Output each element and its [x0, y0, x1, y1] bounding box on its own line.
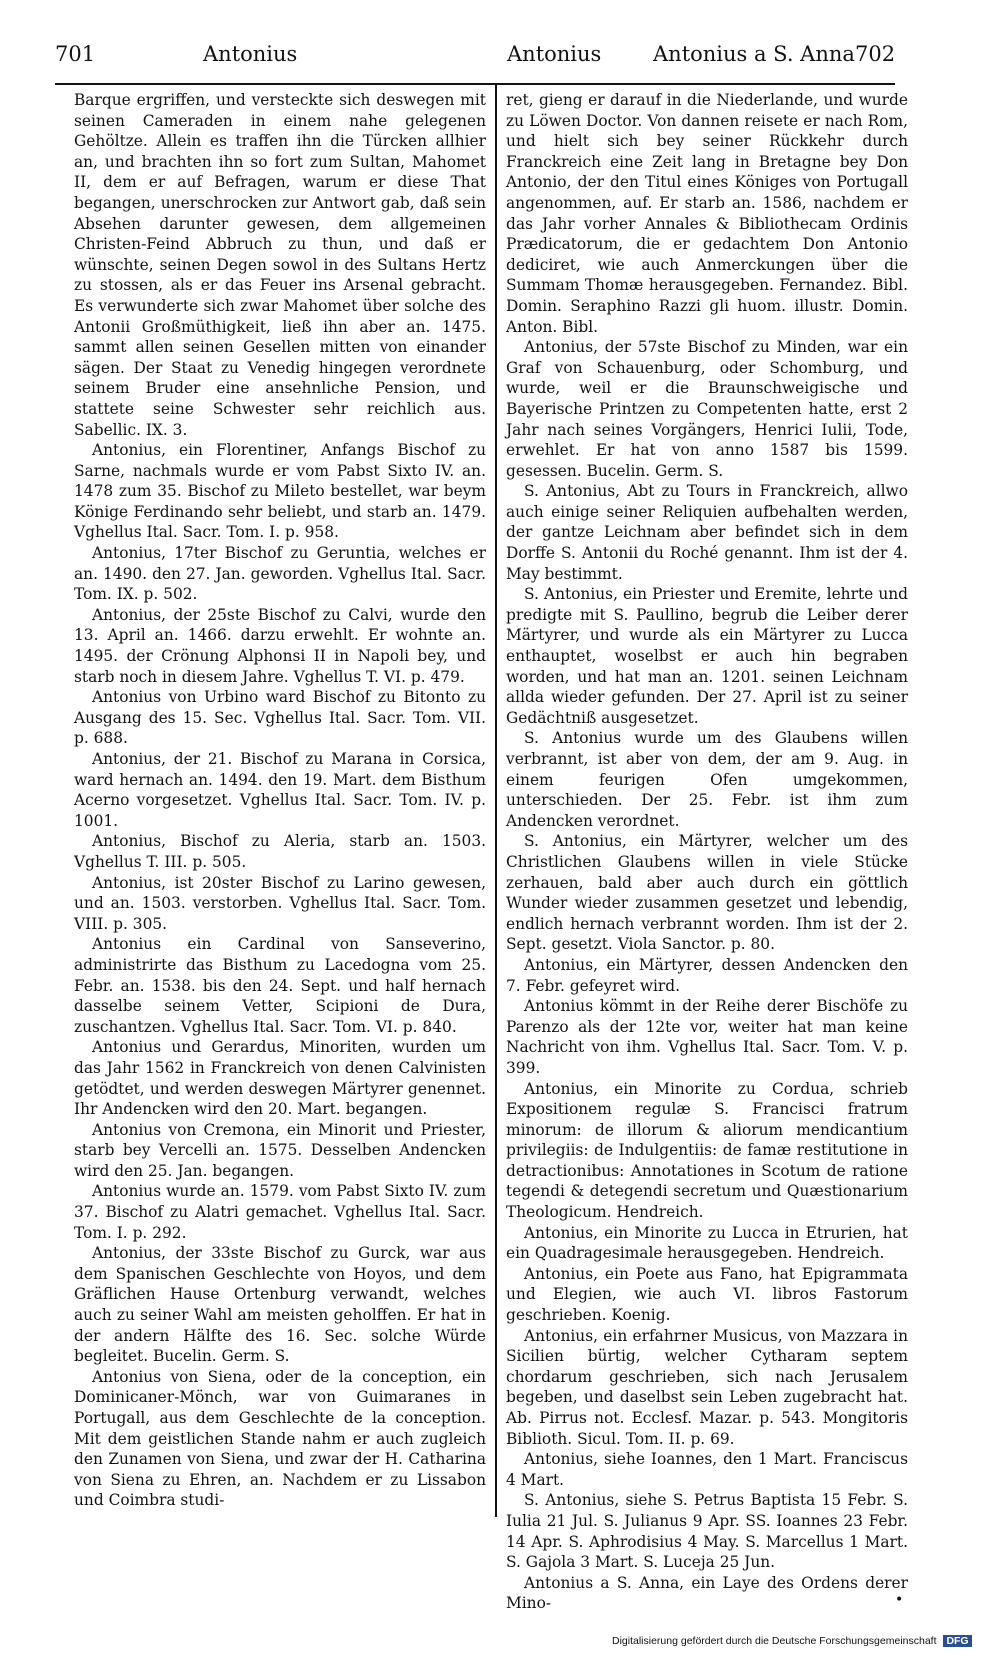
entry-paragraph: S. Antonius wurde um des Glaubens willen verbrannt, ist aber von dem, der am 9. Aug. in einem feurigen Ofen umgekommen, unterschieden. Der 25. Febr. ist ihm zum Andencken verordnet. [506, 729, 908, 830]
entry-paragraph: Antonius wurde an. 1579. vom Pabst Sixto IV. zum 37. Bischof zu Alatri gemachet. Vghellus Ital. Sacr. Tom. I. p. 292. [74, 1182, 486, 1242]
entry-paragraph: S. Antonius, ein Märtyrer, welcher um des Christlichen Glaubens willen in viele Stücke zerhauen, bald aber auch durch ein göttlich Wunder wieder zusammen gesetzet und lebendig, endlich hernach verbrannt worden. Ihm ist der 2. Sept. gesetzt. Viola Sanctor. p. 80. [506, 832, 908, 954]
entry-paragraph: Antonius, ist 20ster Bischof zu Larino gewesen, und an. 1503. verstorben. Vghellus Ital. Sacr. Tom. VIII. p. 305. [74, 873, 486, 933]
entry-paragraph: S. Antonius, ein Priester und Eremite, lehrte und predigte mit S. Paullino, begrub die Leiber derer Märtyrer, und wurde als ein Märtyrer zu Lucca enthauptet, woselbst er auch hin begraben worden, und hat man an. 1201. seinen Leichnam allda wieder gefunden. Der 27. April ist zu seiner Gedächtniß ausgesetzet. [506, 585, 908, 727]
entry-paragraph: Antonius, ein Florentiner, Anfangs Bischof zu Sarne, nachmals wurde er vom Pabst Sixto IV. an. 1478 zum 35. Bischof zu Mileto bestellet, war beym Könige Ferdinando sehr beliebt, und starb an. 1479. Vghellus Ital. Sacr. Tom. I. p. 958. [74, 441, 486, 542]
entry-paragraph: Antonius, siehe Ioannes, den 1 Mart. Franciscus 4 Mart. [506, 1450, 908, 1489]
entry-paragraph: Antonius von Urbino ward Bischof zu Bitonto zu Ausgang des 15. Sec. Vghellus Ital. Sacr. Tom. VII. p. 688. [74, 688, 486, 748]
column-divider [495, 85, 497, 1517]
header-rule [55, 83, 895, 85]
right-page-number: 702 [855, 42, 896, 66]
entry-paragraph: Antonius, ein Minorite zu Lucca in Etrurien, hat ein Quadragesimale herausgegeben. Hendreich. [506, 1223, 908, 1263]
entry-paragraph: Barque ergriffen, und versteckte sich deswegen mit seinen Cameraden in einem nahe gelegenen Gehöltze. Allein es traffen ihn die Türcken allhier an, und brachten ihn so fort zum Sultan, Mahomet II, dem er auf Befragen, warum er diese That begangen, unerschrocken zur Antwort gab, daß sein Absehen darunter gewesen, dem allgemeinen Christen-Feind Abbruch zu thun, und daß er wünschte, seinen Degen sowol in des Sultans Hertz zu stossen, als er das Feuer ins Arsenal gebracht. Es verwunderte sich zwar Mahomet über solche des Antonii Großmüthigkeit, ließ ihn aber an. 1475. sammt allen seinen Gesellen mitten von einander sägen. Der Staat zu Venedig hingegen verordnete seinem Bruder eine ansehnliche Pension, und stattete seine Schwester sehr reichlich aus. Sabellic. IX. 3. [74, 91, 486, 439]
entry-paragraph: Antonius, ein Minorite zu Cordua, schrieb Expositionem regulæ S. Francisci fratrum minorum: de illorum & aliorum mendicantium privilegiis: de Indulgentiis: de famæ restitutione in detractionibus: Annotationes in Scotum de ratione tegendi & detegendi secretum und Quæstionarium Theologicum. Hendreich. [506, 1079, 908, 1222]
footer-text: Digitalisierung gefördert durch die Deutsche Forschungsgemeinschaft [612, 1635, 937, 1647]
entry-paragraph: Antonius, der 21. Bischof zu Marana in Corsica, ward hernach an. 1494. den 19. Mart. dem Bisthum Acerno vorgesetzet. Vghellus Ital. Sacr. Tom. IV. p. 1001. [74, 750, 486, 830]
left-page-number: 701 [55, 42, 96, 66]
entry-paragraph: Antonius, der 33ste Bischof zu Gurck, war aus dem Spanischen Geschlechte von Hoyos, und dem Gräflichen Hause Ortenburg verwandt, welches auch zu seiner Wahl am meisten geholffen. Er hat in der andern Hälfte des 16. Sec. solche Würde begleitet. Bucelin. Germ. S. [74, 1244, 486, 1366]
entry-paragraph: Antonius, der 25ste Bischof zu Calvi, wurde den 13. April an. 1466. darzu erwehlt. Er wohnte an. 1495. der Crönung Alphonsi II in Napoli bey, und starb noch in diesem Jahre. Vghellus T. VI. p. 479. [74, 605, 486, 686]
entry-paragraph: Antonius von Siena, oder de la conception, ein Dominicaner-Mönch, war von Guimaranes in Portugall, aus dem Geschlechte de la conception. Mit dem geistlichen Stande nahm er auch zugleich den Zunamen von Siena, und zwar der H. Catharina von Siena zu Ehren, an. Nachdem er zu Lissabon und Coimbra studi- [74, 1367, 486, 1510]
center-running-head: Antonius [507, 42, 602, 66]
entry-paragraph: Antonius und Gerardus, Minoriten, wurden um das Jahr 1562 in Franckreich von denen Calvinisten getödtet, und werden deswegen Märtyrer genennet. Ihr Andencken wird den 20. Mart. begangen. [74, 1038, 486, 1119]
right-column [506, 90, 908, 1614]
entry-paragraph: Antonius von Cremona, ein Minorit und Priester, starb bey Vercelli an. 1575. Desselben Andencken wird den 25. Jan. begangen. [74, 1120, 486, 1180]
running-header [55, 42, 895, 78]
entry-paragraph: Antonius, ein erfahrner Musicus, von Mazzara in Sicilien bürtig, welcher Cytharam septem chordarum geschrieben, sich nach Jerusalem begeben, und daselbst sein Leben zugebracht hat. Ab. Pirrus not. Ecclesf. Mazar. p. 543. Mongitoris Biblioth. Sicul. Tom. II. p. 69. [506, 1326, 908, 1448]
left-column [74, 90, 486, 1511]
right-running-head: Antonius a S. Anna [653, 42, 855, 66]
entry-paragraph: Antonius a S. Anna, ein Laye des Ordens derer Mino- [506, 1573, 908, 1613]
entry-paragraph: S. Antonius, siehe S. Petrus Baptista 15 Febr. S. Iulia 21 Jul. S. Julianus 9 Apr. SS. Ioannes 23 Febr. 14 Apr. S. Aphrodisius 4 May. S. Marcellus 1 Mart. S. Gajola 3 Mart. S. Luceja 25 Jun. [506, 1491, 908, 1572]
entry-paragraph: Antonius, der 57ste Bischof zu Minden, war ein Graf von Schauenburg, oder Schomburg, und wurde, weil er die Braunschweigische und Bayerische Printzen zu Competenten hatte, erst 2 Jahr nach seines Vorgängers, Henrici Iulii, Tode, erwehlet. Er hat von anno 1587 bis 1599. gesessen. Bucelin. Germ. S. [506, 338, 908, 480]
entry-paragraph: Antonius, Bischof zu Aleria, starb an. 1503. Vghellus T. III. p. 505. [74, 832, 486, 871]
entry-paragraph: Antonius kömmt in der Reihe derer Bischöfe zu Parenzo als der 12te vor, weiter hat man keine Nachricht von ihm. Vghellus Ital. Sacr. Tom. V. p. 399. [506, 997, 908, 1077]
left-running-head: Antonius [203, 42, 298, 66]
entry-paragraph: Antonius, ein Poete aus Fano, hat Epigrammata und Elegien, wie auch VI. libros Fastorum geschrieben. Koenig. [506, 1264, 908, 1325]
entry-paragraph: S. Antonius, Abt zu Tours in Franckreich, allwo auch einige seiner Reliquien aufbehalten werden, der gantze Leichnam aber befindet sich in dem Dorffe S. Antonii du Roché genannt. Ihm ist der 4. May bestimmt. [506, 482, 908, 583]
entry-paragraph: Antonius, 17ter Bischof zu Geruntia, welches er an. 1490. den 27. Jan. geworden. Vghellus Ital. Sacr. Tom. IX. p. 502. [74, 544, 486, 604]
entry-paragraph: Antonius, ein Märtyrer, dessen Andencken den 7. Febr. gefeyret wird. [506, 955, 908, 995]
dfg-logo: DFG [943, 1635, 971, 1647]
ink-mark: • [895, 1592, 904, 1608]
entry-paragraph: Antonius ein Cardinal von Sanseverino, administrirte das Bisthum zu Lacedogna vom 25. Febr. an. 1538. bis den 24. Sept. und half hernach dasselbe seinem Vetter, Scipioni de Dura, zuschantzen. Vghellus Ital. Sacr. Tom. VI. p. 840. [74, 935, 486, 1036]
entry-paragraph: ret, gieng er darauf in die Niederlande, und wurde zu Löwen Doctor. Von dannen reisete er nach Rom, und hielt sich bey seiner Rückkehr durch Franckreich eine Zeit lang in Bretagne bey Don Antonio, der den Titul eines Königes von Portugall angenommen, auf. Er starb an. 1586, nachdem er das Jahr vorher Annales & Bibliothecam Ordinis Prædicatorum, die er gedachtem Don Antonio dediciret, wie auch Anmerckungen über die Summam Thomæ herausgegeben. Fernandez. Bibl. Domin. Seraphino Razzi gli huom. illustr. Domin. Anton. Bibl. [506, 91, 908, 336]
digitization-footer [612, 1635, 972, 1647]
